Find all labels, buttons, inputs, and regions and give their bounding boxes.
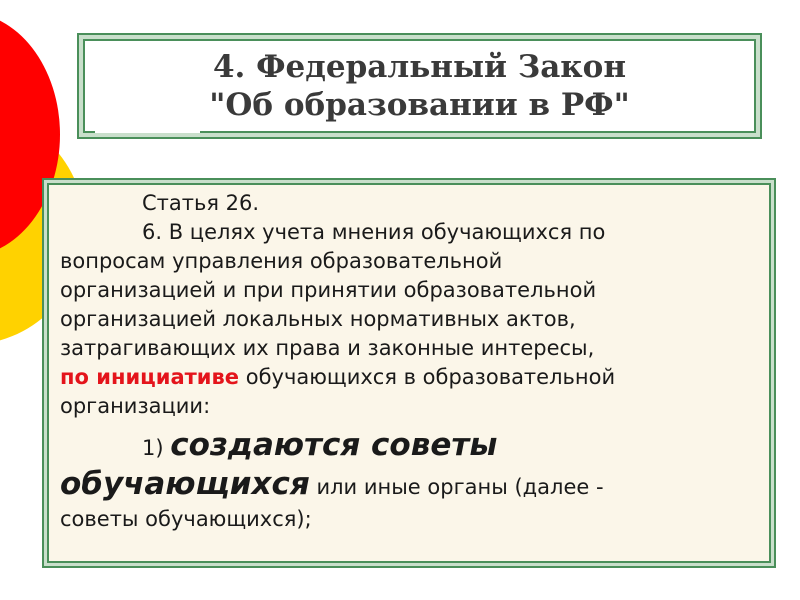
item-line-3: советы обучающихся); [60,507,312,531]
paragraph-line: организацией и при принятии образовательной [60,278,597,302]
paragraph-end: организации: [60,394,211,418]
paragraph-line: затрагивающих их права и законные интересы, [60,336,595,360]
paragraph-line: вопросам управления образовательной [60,249,503,273]
title-line-1: 4. Федеральный Закон [212,49,627,85]
title-frame [77,33,762,139]
article-text [47,183,771,563]
paragraph-accent-line [60,363,757,392]
accent-tail: обучающихся в образовательной [239,365,616,389]
item-tail-1: или иные органы (далее - [309,475,604,499]
item-line-2 [60,466,757,505]
item-emphasis-1: создаются советы [170,427,498,463]
item-line-1 [60,427,757,466]
article-heading: Статья 26. [142,191,260,215]
item-number: 1) [142,436,171,460]
list-item-1 [60,427,757,534]
content-frame [42,178,776,568]
item-emphasis-2: обучающихся [60,466,310,502]
title-line-2: "Об образовании в РФ" [209,87,630,123]
paragraph-lead: 6. В целях учета мнения обучающихся по [142,220,606,244]
paragraph-line: организацией локальных нормативных актов, [60,307,576,331]
title-frame-gap [95,131,200,133]
title-inner [83,39,756,133]
accent-phrase: по инициативе [60,365,240,389]
